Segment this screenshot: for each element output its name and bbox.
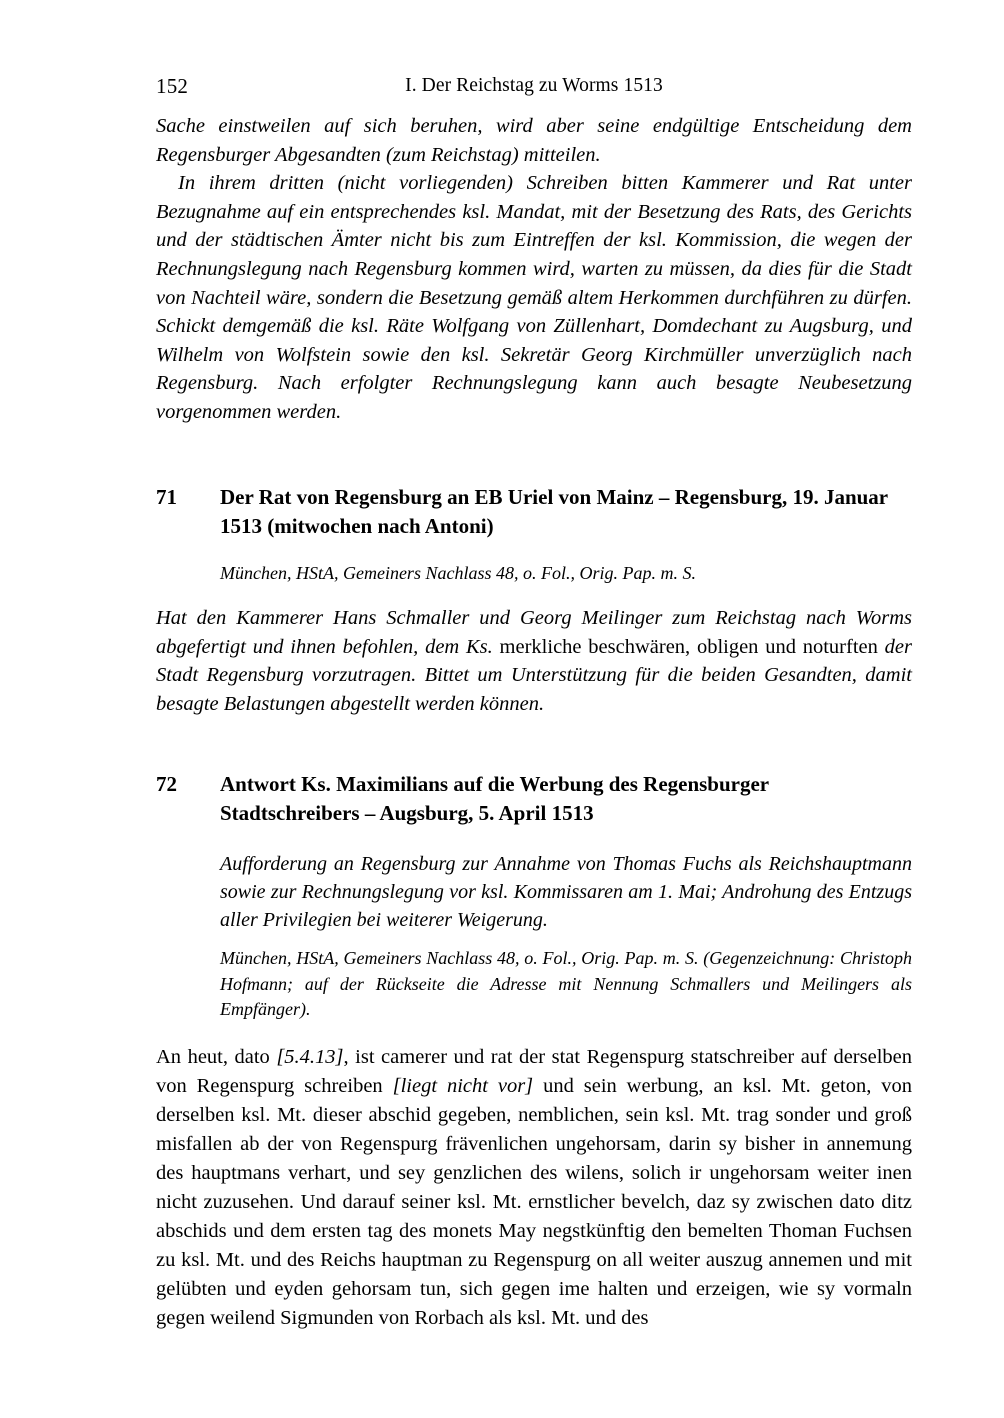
body-segment-2: , ist camerer und rat der stat Regenspurg statschreiber auf derselben von Regenspurg schreiben [156,1045,912,1097]
intro-paragraph-2 [156,169,912,426]
spacer [156,427,912,483]
source-note-72: München, HStA, Gemeiners Nachlass 48, o. Fol., Orig. Pap. m. S. (Gegenzeichnung: Christoph Hofmann; auf der Rückseite die Adresse mit Nennung Schmallers und Meilingers als Empfänger). [220,948,912,1020]
spacer [156,586,912,604]
regest-71-part1: Hat den Kammerer Hans Schmaller und Georg Meilinger zum Reichstag nach Worms abgefertigt und ihnen befohlen, dem Ks. [156,607,912,658]
body-segment-1: An heut, dato [156,1045,277,1068]
spacer [156,1023,912,1043]
document-heading-72 [156,770,912,828]
document-heading-71 [156,483,912,541]
spacer [156,934,912,946]
document-title-72: Antwort Ks. Maximilians auf die Werbung des Regensburger Stadtschreibers – Augsburg, 5. April 1513 [220,772,769,826]
intro-paragraph-2-text: In ihrem dritten (nicht vorliegenden) Schreiben bitten Kammerer und Rat unter Bezugnahme auf ein entsprechendes ksl. Mandat, mit der Besetzung des Rats, des Gerichts und der städtischen Ämter nicht bis zum Eintreffen der ksl. Kommission, die wegen der Rechnungslegung nach Regensburg kommen wird, warten zu müssen, da dies für die Stadt von Nachteil wäre, sondern die Besetzung gemäß altem Herkommen durchführen zu dürfen. Schickt demgemäß die ksl. Räte Wolfgang von Züllenhart, Domdechant zu Augsburg, und Wilhelm von Wolfstein sowie den ksl. Sekretär Georg Kirchmüller unverzüglich nach Regensburg. Nach erfolgter Rechnungslegung kann auch besagte Neubesetzung vorgenommen werden. [156,172,912,423]
document-number-72: 72 [156,772,177,797]
regest-71 [156,604,912,718]
source-note-71: München, HStA, Gemeiners Nachlass 48, o. Fol., Orig. Pap. m. S. [220,562,696,583]
spacer [156,541,912,561]
body-segment-3: und sein werbung, an ksl. Mt. geton, von derselben ksl. Mt. dieser abschid gegeben, nemblichen, sein ksl. Mt. trag sonder und groß misfallen ab der von Regenspurg frävenlichen ungehorsam, darin sy bisher in annemung des hauptmans verhart, und sey genzlichen des wilens, solich ir ungehorsam weiter inen nicht zuzusehen. Und darauf seiner ksl. Mt. ernstlicher bevelch, daz sy zwischen dato ditz abschids und dem ersten tag des monets May negstkünftig den bemelten Thoman Fuchsen zu ksl. Mt. und des Reichs hauptman zu Regenspurg on all weiter auszug annemen und mit gelübten und eyden gehorsam tun, sich gegen ime halten und erzeigen, wie sy vormaln gegen weilend Sigmunden von Rorbach als ksl. Mt. und des [156,1074,912,1329]
intro-paragraph-1: Sache einstweilen auf sich beruhen, wird aber seine endgültige Entscheidung dem Regensburger Abgesandten (zum Reichstag) mitteilen. [156,115,912,166]
regest-72: Aufforderung an Regensburg zur Annahme von Thomas Fuchs als Reichshauptmann sowie zur Rechnungslegung vor ksl. Kommissaren am 1. Mai; Androhung des Entzugs aller Privilegien bei weiterer Weigerung. [220,853,912,932]
body-editorial-note: [liegt nicht vor] [392,1074,534,1097]
running-head [156,72,912,112]
regest-71-quote: merkliche beschwären, obligen und noturften [492,635,885,658]
running-head-title: I. Der Reichstag zu Worms 1513 [405,75,663,96]
document-title-71: Der Rat von Regensburg an EB Uriel von Mainz – Regensburg, 19. Januar 1513 (mitwochen nach Antoni) [220,484,888,538]
page-content [156,0,912,1333]
document-number-71: 71 [156,484,177,509]
regest-71-part2: der Stadt Regensburg vorzutragen. Bittet um Unterstützung für die beiden Gesandten, damit besagte Belastungen abgestellt werden können. [156,635,912,715]
spacer [156,718,912,770]
spacer [156,828,912,850]
body-editorial-date: [5.4.13] [276,1045,344,1068]
document-body-72 [156,1043,912,1333]
page-number: 152 [156,74,189,98]
